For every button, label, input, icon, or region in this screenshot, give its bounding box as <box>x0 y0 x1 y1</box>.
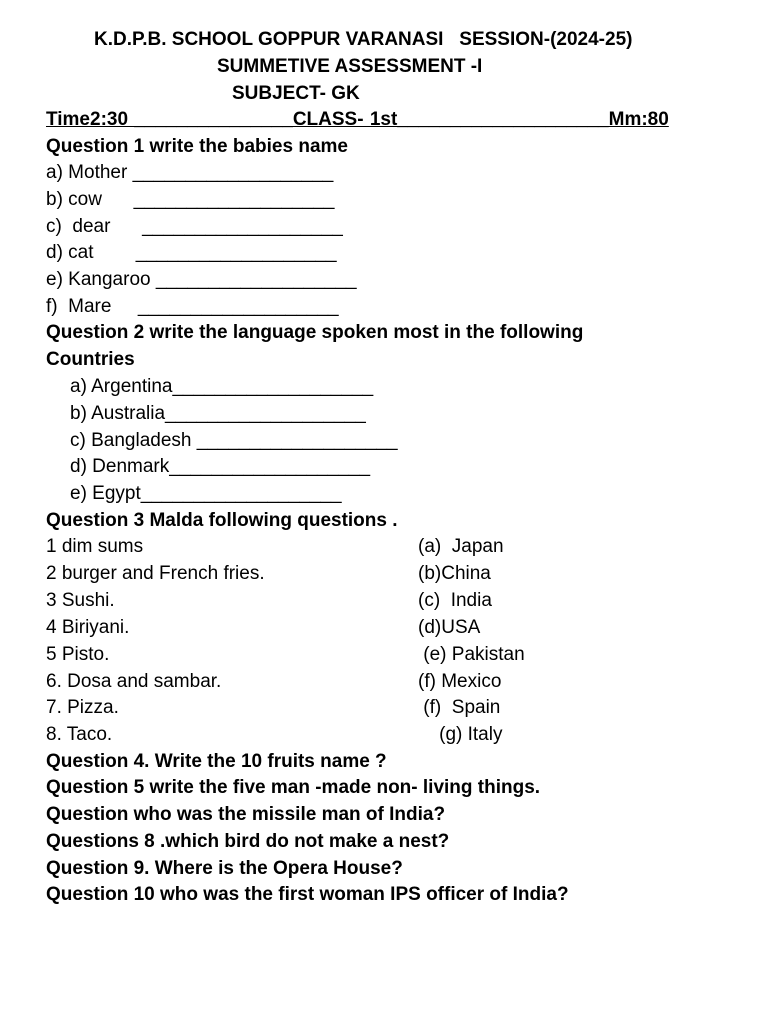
q3-country-item: (f) Mexico <box>418 671 502 692</box>
question-2-title: Question 2 write the language spoken most in the following <box>46 322 584 343</box>
question-10: Question 10 who was the first woman IPS officer of India? <box>46 884 569 905</box>
q2-item: e) Egypt___________________ <box>70 483 342 504</box>
question-8: Questions 8 .which bird do not make a nest? <box>46 831 450 852</box>
q3-country-item: (a) Japan <box>418 536 504 557</box>
q2-item: a) Argentina___________________ <box>70 376 374 397</box>
q3-food-item: 3 Sushi. <box>46 590 115 611</box>
time-class-marks-line: Time2:30 _______________CLASS- 1st____________________Mm:80 <box>46 109 669 130</box>
q2-item: b) Australia___________________ <box>70 403 366 424</box>
q3-food-item: 2 burger and French fries. <box>46 563 265 584</box>
q3-food-item: 5 Pisto. <box>46 644 110 665</box>
q3-food-item: 4 Biriyani. <box>46 617 130 638</box>
question-1-title: Question 1 write the babies name <box>46 136 348 157</box>
school-header: K.D.P.B. SCHOOL GOPPUR VARANASI SESSION-(2024-25) <box>94 29 633 50</box>
q2-item: d) Denmark___________________ <box>70 456 371 477</box>
q3-food-item: 6. Dosa and sambar. <box>46 671 222 692</box>
q3-food-item: 1 dim sums <box>46 536 144 557</box>
q3-country-item: (d)USA <box>418 617 481 638</box>
q3-food-item: 8. Taco. <box>46 724 113 745</box>
q3-country-item: (e) Pakistan <box>418 644 525 665</box>
q1-item: a) Mother ___________________ <box>46 162 334 183</box>
q3-food-item: 7. Pizza. <box>46 697 119 718</box>
q3-country-item: (f) Spain <box>418 697 501 718</box>
q1-item: f) Mare ___________________ <box>46 296 339 317</box>
q1-item: e) Kangaroo ___________________ <box>46 269 357 290</box>
question-5: Question 5 write the five man -made non- living things. <box>46 777 541 798</box>
q3-country-item: (c) India <box>418 590 492 611</box>
q3-country-item: (g) Italy <box>418 724 503 745</box>
question-3-title: Question 3 Malda following questions . <box>46 510 398 531</box>
question-missile-man: Question who was the missile man of India? <box>46 804 446 825</box>
question-4: Question 4. Write the 10 fruits name ? <box>46 751 387 772</box>
assessment-title: SUMMETIVE ASSESSMENT -I <box>217 56 483 77</box>
q1-item: b) cow ___________________ <box>46 189 335 210</box>
q3-country-item: (b)China <box>418 563 491 584</box>
subject-title: SUBJECT- GK <box>232 83 360 104</box>
q1-item: d) cat ___________________ <box>46 242 337 263</box>
q2-item: c) Bangladesh ___________________ <box>70 430 398 451</box>
question-9: Question 9. Where is the Opera House? <box>46 858 403 879</box>
q1-item: c) dear ___________________ <box>46 216 343 237</box>
question-2-title-cont: Countries <box>46 349 135 370</box>
